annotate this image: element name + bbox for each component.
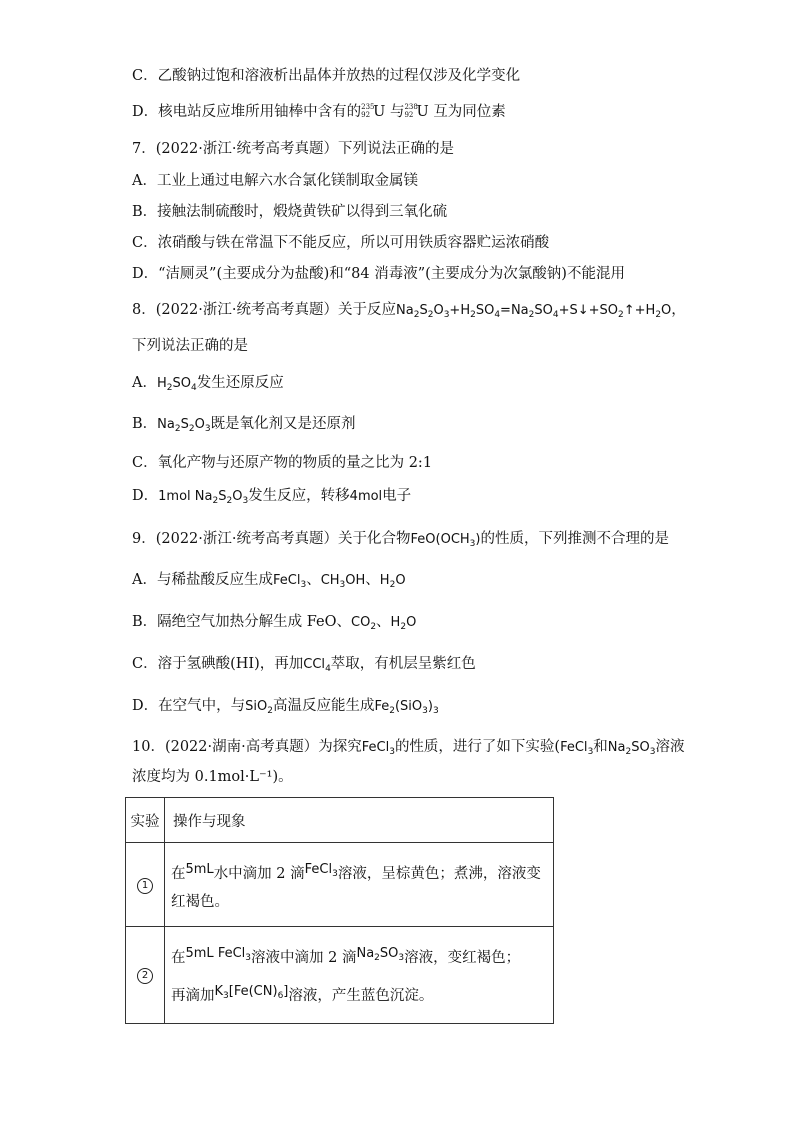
q8-stem: 8．(2022·浙江·统考高考真题）关于反应$Na_2S_2O_3+H_2SO_4=Na_2SO_4+S↓+SO_2↑+H_2O$，: [132, 302, 686, 320]
table-row: [126, 843, 554, 927]
table-header-row: [126, 798, 554, 843]
q7-stem: 7．(2022·浙江·统考高考真题）下列说法正确的是: [132, 141, 455, 157]
q6-option-d: D．核电站反应堆所用铀棒中含有的 235 92 U 与 238 92 U 互为同位素: [132, 103, 506, 120]
q7-option-c: C．浓硝酸与铁在常温下不能反应，所以可用铁质容器贮运浓硝酸: [132, 235, 550, 251]
q8-option-c: C．氧化产物与还原产物的物质的量之比为 2:1: [132, 455, 433, 471]
q7-option-d: D．“洁厕灵”(主要成分为盐酸)和“84 消毒液”(主要成分为次氯酸钠)不能混用: [132, 266, 625, 282]
q9-stem: 9．(2022·浙江·统考高考真题）关于化合物$FeO(OCH_3)$的性质，下列推测不合理的是: [132, 531, 669, 549]
q8-stem-line2: 下列说法正确的是: [132, 338, 248, 354]
q6-option-c: C．乙酸钠过饱和溶液析出晶体并放热的过程仅涉及化学变化: [132, 68, 521, 84]
q9-option-a: A．与稀盐酸反应生成FeCl$_3$、$CH_3OH$、$H_2O$: [132, 572, 406, 590]
q8-option-a: A．$H_2SO_4$发生还原反应: [132, 375, 284, 393]
q9-option-d: D．在空气中，与SiO$_2$高温反应能生成$Fe_2(SiO_3)_3$: [132, 698, 439, 716]
row-content: 在5mL FeCl$_3$溶液中滴加 2 滴$Na_2SO_3$溶液，变红褐色； 再滴加$K_3[Fe(CN)_6]$溶液，产生蓝色沉淀。: [165, 927, 554, 1024]
q8-equation: $Na_2S_2O_3+H_2SO_4=Na_2SO_4+S↓+SO_2↑+H_2O$: [396, 303, 672, 320]
row-number: 2: [126, 927, 165, 1024]
q8-option-b: B．$Na_2S_2O_3$既是氧化剂又是还原剂: [132, 416, 356, 434]
table-row: [126, 927, 554, 1024]
header-experiment: 实验: [126, 798, 165, 843]
q8-option-d: D．1mol $Na_2S_2O_3$发生反应，转移4mol电子: [132, 488, 412, 506]
row-number: 1: [126, 843, 165, 927]
q10-stem: 10．(2022·湖南·高考真题）为探究FeCl$_3$的性质，进行了如下实验(FeCl$_3$和$Na_2SO_3$溶液: [132, 739, 685, 757]
q7-option-b: B．接触法制硫酸时，煅烧黄铁矿以得到三氧化硫: [132, 204, 448, 220]
q9-option-b: B．隔绝空气加热分解生成 FeO、$CO_2$、$H_2O$: [132, 614, 417, 632]
experiment-table: [125, 797, 554, 1024]
q9-option-c: C．溶于氢碘酸(HI)，再加CCl$_4$萃取，有机层呈紫红色: [132, 656, 476, 674]
q7-option-a: A．工业上通过电解六水合氯化镁制取金属镁: [132, 173, 418, 189]
row-content: 在5mL水中滴加 2 滴FeCl$_3$溶液，呈棕黄色；煮沸，溶液变 红褐色。: [165, 843, 554, 927]
header-operation: 操作与现象: [165, 798, 554, 843]
q10-stem-line2: 浓度均为 0.1mol·L⁻¹)。: [132, 769, 293, 785]
